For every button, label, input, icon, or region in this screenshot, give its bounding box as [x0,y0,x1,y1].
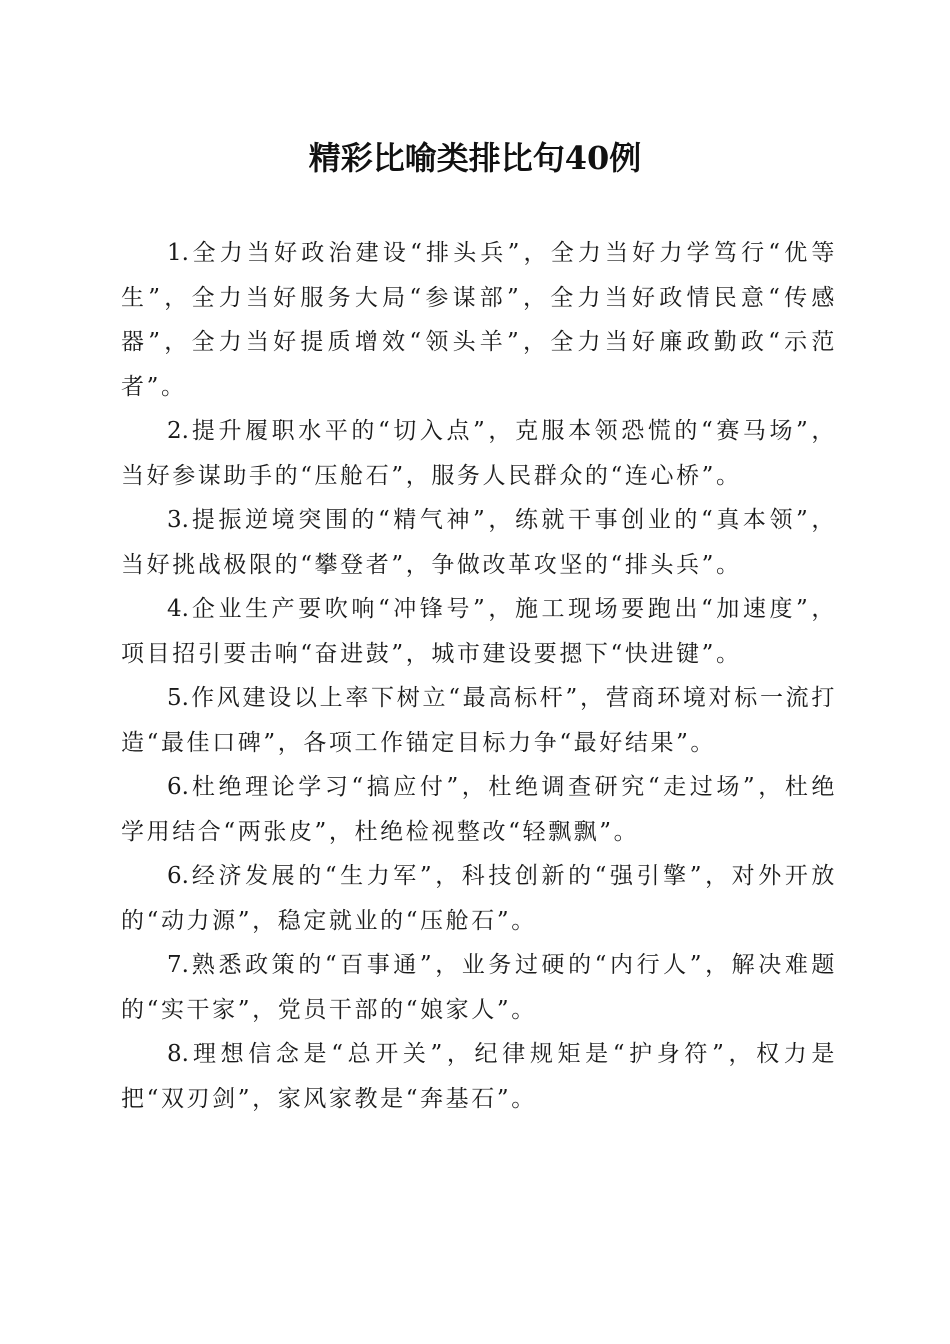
paragraph-text: 熟悉政策的“百事通”，业务过硬的“内行人”，解决难题的“实干家”，党员干部的“娘家人”。 [121,952,837,1023]
paragraph-text: 提振逆境突围的“精气神”，练就干事创业的“真本领”，当好挑战极限的“攀登者”，争做改革攻坚的“排头兵”。 [121,507,837,578]
paragraph-text: 企业生产要吹响“冲锋号”，施工现场要跑出“加速度”，项目招引要击响“奋进鼓”，城市建设要摁下“快进键”。 [121,596,837,667]
paragraph-number: 7. [167,952,189,978]
paragraph-8 [121,943,837,1032]
paragraph-1 [121,231,837,409]
paragraph-text: 提升履职水平的“切入点”，克服本领恐慌的“赛马场”，当好参谋助手的“压舱石”，服务人民群众的“连心桥”。 [121,418,837,489]
paragraph-5 [121,676,837,765]
paragraph-text: 作风建设以上率下树立“最高标杆”，营商环境对标一流打造“最佳口碑”，各项工作锚定目标力争“最好结果”。 [121,685,837,756]
paragraph-text: 全力当好政治建设“排头兵”，全力当好力学笃行“优等生”，全力当好服务大局“参谋部”，全力当好政情民意“传感器”，全力当好提质增效“领头羊”，全力当好廉政勤政“示范者”。 [121,240,837,400]
paragraph-number: 1. [167,240,189,266]
paragraph-text: 杜绝理论学习“搞应付”，杜绝调查研究“走过场”，杜绝学用结合“两张皮”，杜绝检视整改“轻飘飘”。 [121,774,837,845]
paragraph-2 [121,409,837,498]
paragraph-9 [121,1032,837,1121]
paragraph-6 [121,765,837,854]
paragraph-number: 6. [167,863,189,889]
document-body [121,231,837,1121]
paragraph-3 [121,498,837,587]
paragraph-number: 4. [167,596,189,622]
paragraph-text: 经济发展的“生力军”，科技创新的“强引擎”，对外开放的“动力源”，稳定就业的“压舱石”。 [121,863,837,934]
paragraph-number: 5. [167,685,189,711]
paragraph-number: 8. [167,1041,189,1067]
paragraph-number: 2. [167,418,189,444]
paragraph-number: 6. [167,774,189,800]
paragraph-4 [121,587,837,676]
document-title: 精彩比喻类排比句40例 [308,139,642,177]
paragraph-number: 3. [167,507,189,533]
paragraph-text: 理想信念是“总开关”，纪律规矩是“护身符”，权力是把“双刃剑”，家风家教是“奔基石”。 [121,1041,837,1112]
paragraph-7 [121,854,837,943]
